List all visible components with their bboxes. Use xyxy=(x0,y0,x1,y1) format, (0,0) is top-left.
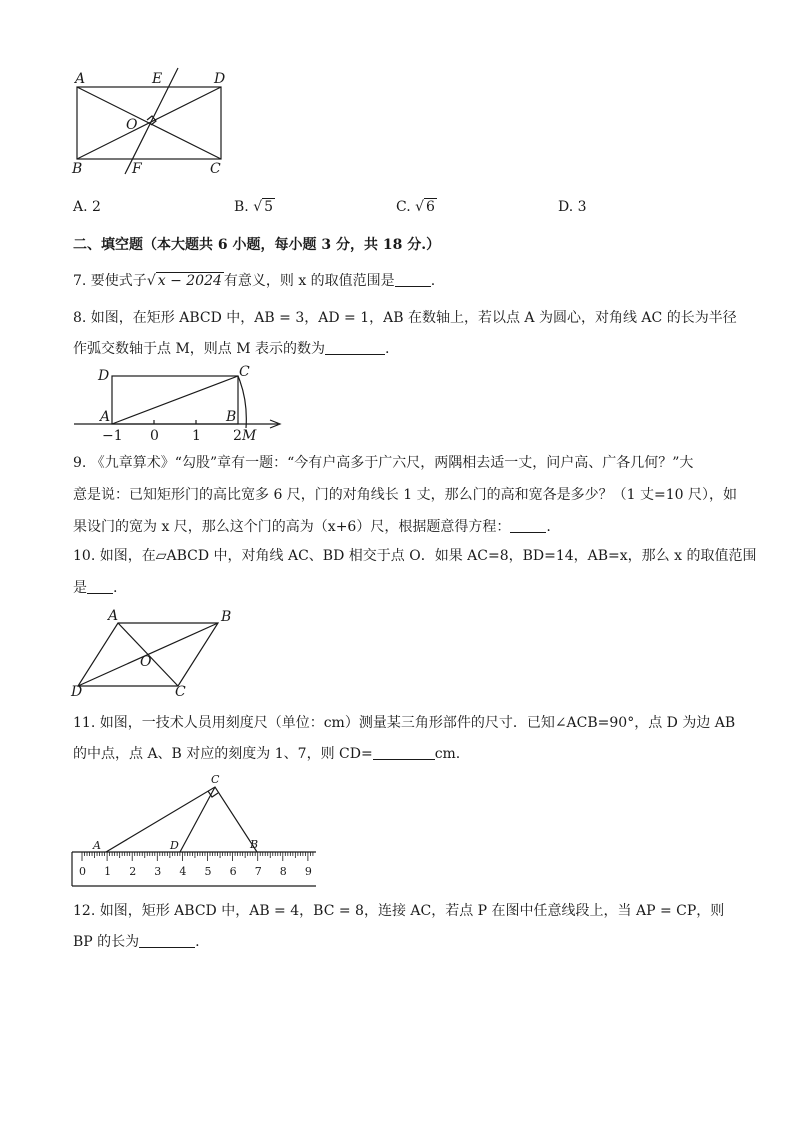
label-c: C xyxy=(239,364,250,380)
label-a: A xyxy=(100,409,111,425)
ruler-numbers xyxy=(79,865,312,878)
answer-blank-9[interactable] xyxy=(510,518,546,533)
answer-blank-7[interactable] xyxy=(395,272,431,287)
question-10-line-2: 是 . xyxy=(73,580,118,596)
arc-am xyxy=(238,376,246,428)
ruler-number: 5 xyxy=(204,865,212,878)
question-8-line-2: 作弧交数轴于点 M，则点 M 表示的数为 . xyxy=(73,341,390,357)
label-b: B xyxy=(72,161,83,177)
label-d: D xyxy=(71,684,83,698)
label-b: B xyxy=(226,409,237,425)
question-11-line-1: 11. 如图，一技术人员用刻度尺（单位：cm）测量某三角形部件的尺寸．已知∠ACB=90°，点 D 为边 AB xyxy=(73,715,736,731)
ruler-number: 4 xyxy=(179,865,187,878)
question-9-line-1: 9. 《九章算术》“勾股”章有一题：“今有户高多于广六尺，两隅相去适一丈，问户高、广各几何？”大 xyxy=(73,455,694,471)
question-12-line-1: 12. 如图，矩形 ABCD 中，AB = 4，BC = 8，连接 AC，若点 P 在图中任意线段上，当 AP = CP，则 xyxy=(73,903,725,919)
label-c: C xyxy=(210,161,221,177)
triangle-acb xyxy=(106,787,257,852)
choice-c[interactable]: C. √ 6 xyxy=(396,199,435,215)
question-12-line-2: BP 的长为 . xyxy=(73,934,200,950)
ruler-number: 1 xyxy=(104,865,112,878)
section-header: 二、填空题（本大题共 6 小题，每小题 3 分，共 18 分.） xyxy=(73,237,441,253)
answer-blank-8[interactable] xyxy=(325,340,385,355)
ruler-number: 3 xyxy=(154,865,162,878)
question-9-line-3: 果设门的宽为 x 尺，那么这个门的高为（x+6）尺，根据题意得方程： . xyxy=(73,519,551,535)
ruler-number: 7 xyxy=(254,865,262,878)
answer-blank-10[interactable] xyxy=(87,579,113,594)
figure-ruler-triangle xyxy=(70,770,320,890)
tick-neg-1: −1 xyxy=(102,428,123,444)
question-7: 7. 要使式子√ x − 2024 有意义，则 x 的取值范围是 . xyxy=(73,273,436,289)
label-a: A xyxy=(93,839,101,852)
ruler-number: 2 xyxy=(129,865,137,878)
choice-b[interactable]: B. √ 5 xyxy=(234,199,274,215)
label-b: B xyxy=(221,609,232,625)
label-c: C xyxy=(211,773,220,786)
question-11-line-2: 的中点，点 A、B 对应的刻度为 1、7，则 CD= cm. xyxy=(73,746,461,762)
question-9-line-2: 意是说：已知矩形门的高比宽多 6 尺，门的对角线长 1 丈，那么门的高和宽各是多少？（1 丈=10 尺），如 xyxy=(73,487,737,503)
label-e: E xyxy=(152,71,163,87)
label-m: M xyxy=(242,428,257,444)
sqrt-expression: √ x − 2024 xyxy=(146,273,222,289)
question-8-line-1: 8. 如图，在矩形 ABCD 中，AB = 3，AD = 1，AB 在数轴上，若以点 A 为圆心，对角线 AC 的长为半径 xyxy=(73,310,737,326)
sqrt-5: √ 5 xyxy=(253,199,274,215)
label-o: O xyxy=(140,654,152,670)
question-10-line-1: 10. 如图，在▱ABCD 中，对角线 AC、BD 相交于点 O．如果 AC=8，BD=14，AB=x，那么 x 的取值范围 xyxy=(73,548,757,564)
ruler-number: 9 xyxy=(304,865,312,878)
tick-1: 1 xyxy=(192,428,201,444)
ruler-number: 6 xyxy=(229,865,237,878)
choice-d[interactable]: D. 3 xyxy=(558,199,587,215)
label-f: F xyxy=(132,161,142,177)
label-b: B xyxy=(250,838,259,851)
label-d: D xyxy=(170,839,179,852)
figure-number-line xyxy=(70,362,285,444)
figure-rectangle-efo xyxy=(70,66,240,178)
choice-a[interactable]: A. 2 xyxy=(73,199,101,215)
label-d: D xyxy=(98,368,110,384)
label-a: A xyxy=(75,71,86,87)
figure-parallelogram xyxy=(70,608,240,698)
tick-2: 2 xyxy=(233,428,242,444)
label-o: O xyxy=(126,117,138,133)
ruler-ticks xyxy=(82,852,313,861)
sqrt-6: √ 6 xyxy=(415,199,435,215)
label-c: C xyxy=(175,684,186,698)
ruler-number: 0 xyxy=(79,865,86,878)
label-d: D xyxy=(214,71,226,87)
answer-blank-12[interactable] xyxy=(139,933,195,948)
label-a: A xyxy=(108,608,119,624)
ruler-number: 8 xyxy=(279,865,287,878)
tick-0: 0 xyxy=(150,428,159,444)
answer-blank-11[interactable] xyxy=(373,745,435,760)
diagonal-ac xyxy=(112,376,238,424)
